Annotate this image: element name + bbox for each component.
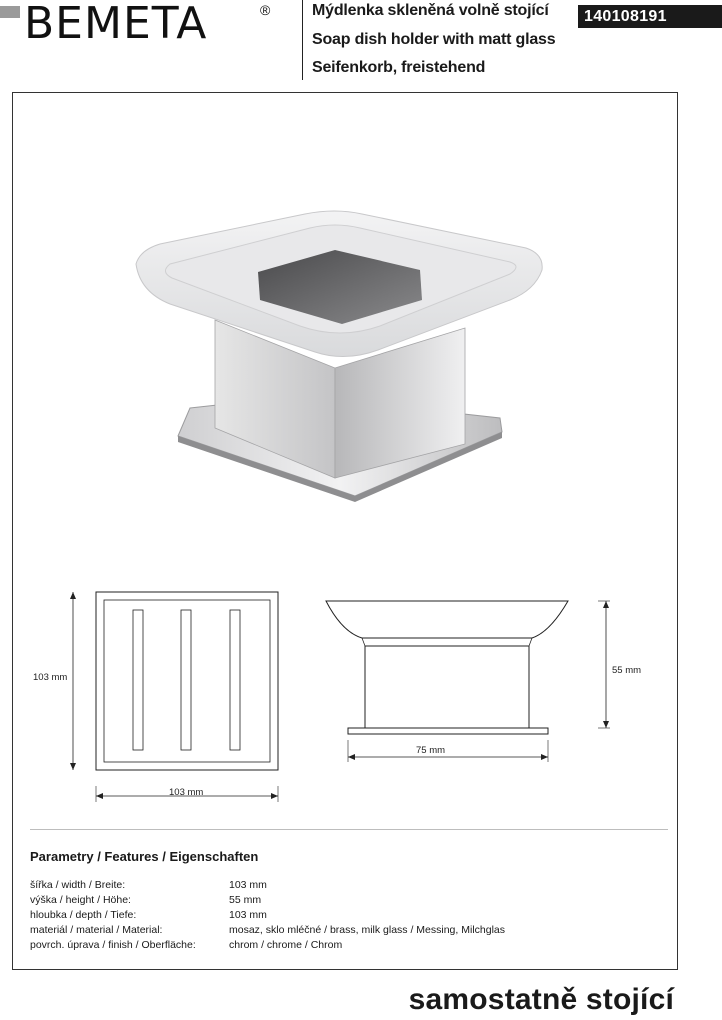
header-divider <box>302 0 303 80</box>
parameter-label: výška / height / Höhe: <box>30 894 131 906</box>
parameter-row <box>30 923 505 938</box>
parameter-row <box>30 908 505 923</box>
dim-label-top-width: 103 mm <box>169 787 204 798</box>
mounting-type-label: samostatně stojící <box>408 983 674 1016</box>
section-divider <box>30 829 668 830</box>
parameter-label: materiál / material / Material: <box>30 924 163 936</box>
parameter-row <box>30 938 505 953</box>
technical-drawings <box>12 580 678 810</box>
parameters-table <box>30 878 505 953</box>
parameter-value: chrom / chrome / Chrom <box>229 939 343 951</box>
top-view-drawing <box>70 592 278 802</box>
dim-label-side-width: 75 mm <box>416 745 446 756</box>
parameter-row <box>30 893 505 908</box>
parameter-value: mosaz, sklo mléčné / brass, milk glass / Messing, Milchglas <box>229 924 505 936</box>
title-english: Soap dish holder with matt glass <box>312 31 556 48</box>
parameter-value: 55 mm <box>229 894 262 906</box>
brand-logo: BEMETA <box>24 0 208 49</box>
side-view-drawing <box>326 601 610 762</box>
parameter-value: 103 mm <box>229 909 267 921</box>
product-code-badge: 140108191 <box>578 5 722 28</box>
registered-mark: ® <box>260 2 271 18</box>
dim-label-top-height: 103 mm <box>33 672 68 683</box>
parameter-label: hloubka / depth / Tiefe: <box>30 909 137 921</box>
parameter-value: 103 mm <box>229 879 267 891</box>
title-german: Seifenkorb, freistehend <box>312 59 486 76</box>
title-czech: Mýdlenka skleněná volně stojící <box>312 2 549 19</box>
parameter-row <box>30 878 505 893</box>
logo-mark <box>0 6 20 18</box>
parameters-heading: Parametry / Features / Eigenschaften <box>30 849 259 864</box>
product-image <box>130 200 550 510</box>
parameter-label: povrch. úprava / finish / Oberfläche: <box>30 939 196 951</box>
parameter-label: šířka / width / Breite: <box>30 879 126 891</box>
dim-label-side-height: 55 mm <box>612 665 642 676</box>
